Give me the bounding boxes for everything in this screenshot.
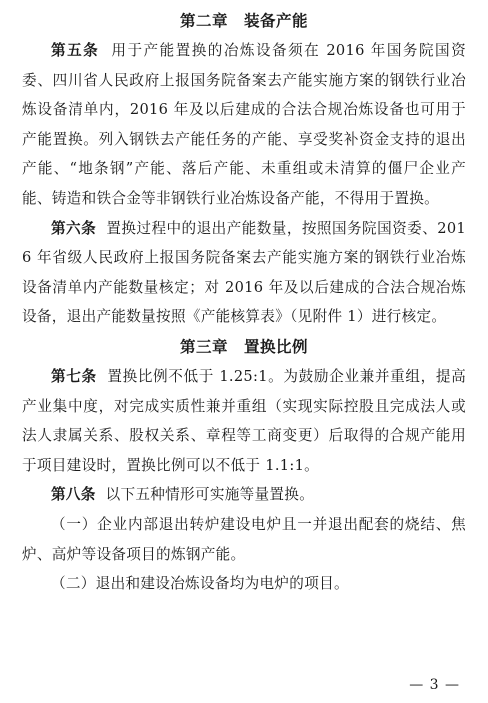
article-8-label: 第八条 bbox=[51, 486, 96, 504]
article-7 bbox=[0, 362, 488, 480]
list-item-1: （一）企业内部退出转炉建设电炉且一并退出配套的烧结、焦炉、高炉等设备项目的炼钢产能。 bbox=[22, 515, 466, 563]
list-item-2: （二）退出和建设冶炼设备均为电炉的项目。 bbox=[51, 575, 349, 593]
article-5-text: 用于产能置换的冶炼设备须在 2016 年国务院国资委、四川省人民政府上报国务院备案去产能实施方案的钢铁行业冶炼设备清单内，2016 年及以后建成的合法合规冶炼设备也可用于产能置换。列入钢铁去产能任务的产能、享受奖补资金支持的退出产能、“地条钢”产能、落后产能、未重组或未清算的僵尸企业产能、铸造和铁合金等非钢铁行业冶炼设备产能，不得用于置换。 bbox=[22, 42, 466, 207]
article-5 bbox=[0, 36, 488, 214]
article-8-text: 以下五种情形可实施等量置换。 bbox=[105, 486, 315, 504]
article-5-label: 第五条 bbox=[51, 42, 100, 59]
article-7-label: 第七条 bbox=[51, 367, 97, 385]
chapter-3-heading: 第三章 置换比例 bbox=[179, 337, 308, 356]
chapter-2-heading: 第二章 装备产能 bbox=[179, 12, 308, 30]
article-6-label: 第六条 bbox=[51, 219, 97, 237]
page-number: — 3 — bbox=[409, 677, 460, 693]
article-8 bbox=[0, 480, 488, 510]
article-7-text: 置换比例不低于 1.25:1。为鼓励企业兼并重组，提高产业集中度，对完成实质性兼并重组（实现实际控股且完成法人或法人隶属关系、股权关系、章程等工商变更）后取得的合规产能用于项目建设时，置换比例可以不低于 1.1:1。 bbox=[22, 367, 466, 474]
article-6 bbox=[0, 214, 488, 332]
article-6-text: 置换过程中的退出产能数量，按照国务院国资委、2016 年省级人民政府上报国务院备案去产能实施方案的钢铁行业冶炼设备清单内产能数量核定；对 2016 年及以后建成的合法合规冶炼设备，退出产能数量按照《产能核算表》（见附件 1）进行核定。 bbox=[22, 219, 467, 326]
